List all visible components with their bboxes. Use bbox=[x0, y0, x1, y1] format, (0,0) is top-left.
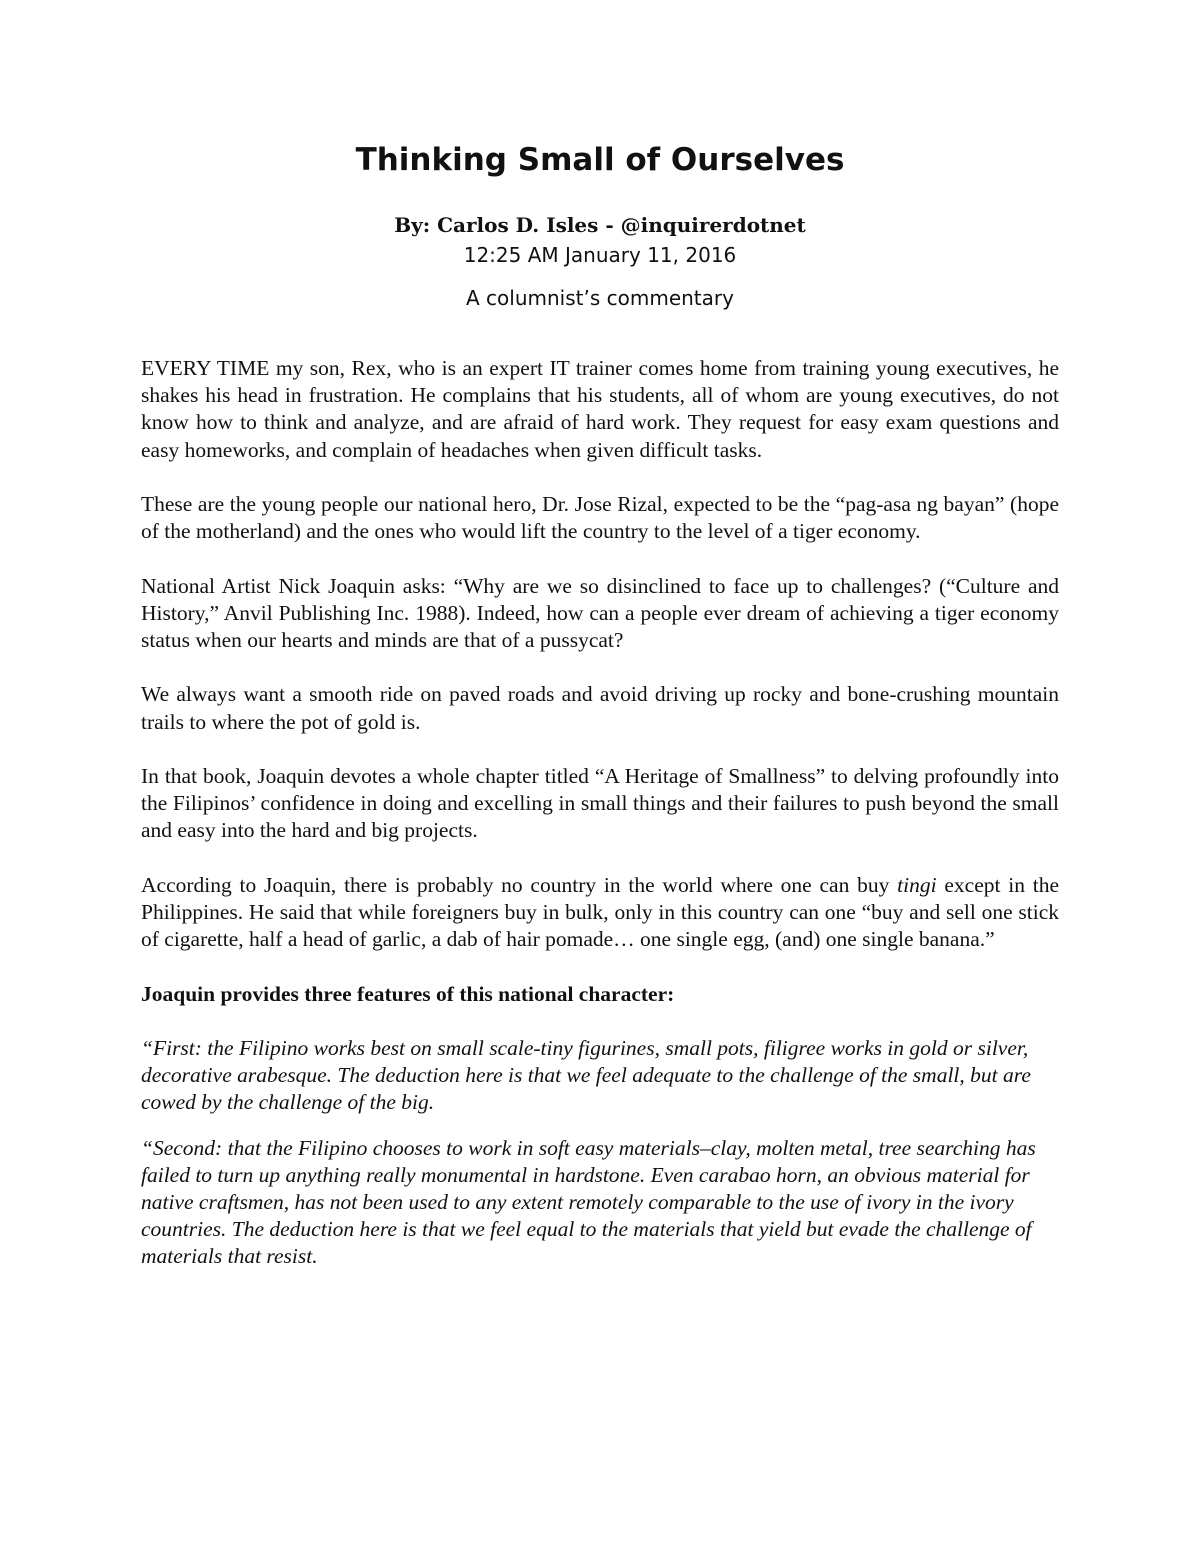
article-title: Thinking Small of Ourselves bbox=[355, 142, 845, 178]
paragraph-6 bbox=[141, 872, 1059, 954]
paragraph-2: These are the young people our national hero, Dr. Jose Rizal, expected to be the “pag-asa ng bayan” (hope of the motherland) and the ones who would lift the country to the level of a tiger economy. bbox=[141, 492, 1059, 544]
article-subtitle: A columnist’s commentary bbox=[466, 286, 734, 310]
tingi-emphasis: tingi bbox=[897, 872, 937, 897]
quote-second: “Second: that the Filipino chooses to work in soft easy materials–clay, molten metal, tree searching has failed to turn up anything really monumental in hardstone. Even carabao horn, an obvious material for native craftsmen, has not been used to any extent remotely comparable to the use of ivory in the ivory countries. The deduction here is that we feel equal to the materials that yield but evade the challenge of materials that resist. bbox=[141, 1135, 1036, 1269]
paragraph-6-text-start: According to Joaquin, there is probably no country in the world where one can buy bbox=[141, 872, 898, 897]
article-body bbox=[141, 355, 1059, 1298]
paragraph-4: We always want a smooth ride on paved roads and avoid driving up rocky and bone-crushing mountain trails to where the pot of gold is. bbox=[141, 682, 1059, 734]
section-heading: Joaquin provides three features of this national character: bbox=[141, 981, 675, 1006]
paragraph-5: In that book, Joaquin devotes a whole chapter titled “A Heritage of Smallness” to delving profoundly into the Filipinos’ confidence in doing and excelling in small things and their failures to push beyond the small and easy into the hard and big projects. bbox=[141, 763, 1059, 843]
article-byline: By: Carlos D. Isles - @inquirerdotnet bbox=[394, 213, 806, 237]
paragraph-3: National Artist Nick Joaquin asks: “Why are we so disinclined to face up to challenges? (“Culture and History,” Anvil Publishing Inc. 1988). Indeed, how can a people ever dream of achieving a tiger economy status when our hearts and minds are that of a pussycat? bbox=[141, 573, 1059, 652]
paragraph-6-text-end: except in the Philippines. He said that while foreigners buy in bulk, only in this country can one “buy and sell one stick of cigarette, half a head of garlic, a dab of hair pomade… one single egg, (and) one single banana.” bbox=[141, 872, 1060, 952]
paragraph-1: EVERY TIME my son, Rex, who is an expert IT trainer comes home from training young executives, he shakes his head in frustration. He complains that his students, all of whom are young executives, do not know how to think and analyze, and are afraid of hard work. They request for easy exam questions and easy homeworks, and complain of headaches when given difficult tasks. bbox=[141, 356, 1059, 462]
quote-first: “First: the Filipino works best on small scale-tiny figurines, small pots, filigree works in gold or silver, decorative arabesque. The deduction here is that we feel adequate to the challenge of the small, but are cowed by the challenge of the big. bbox=[141, 1035, 1031, 1115]
article-date: 12:25 AM January 11, 2016 bbox=[463, 243, 737, 267]
